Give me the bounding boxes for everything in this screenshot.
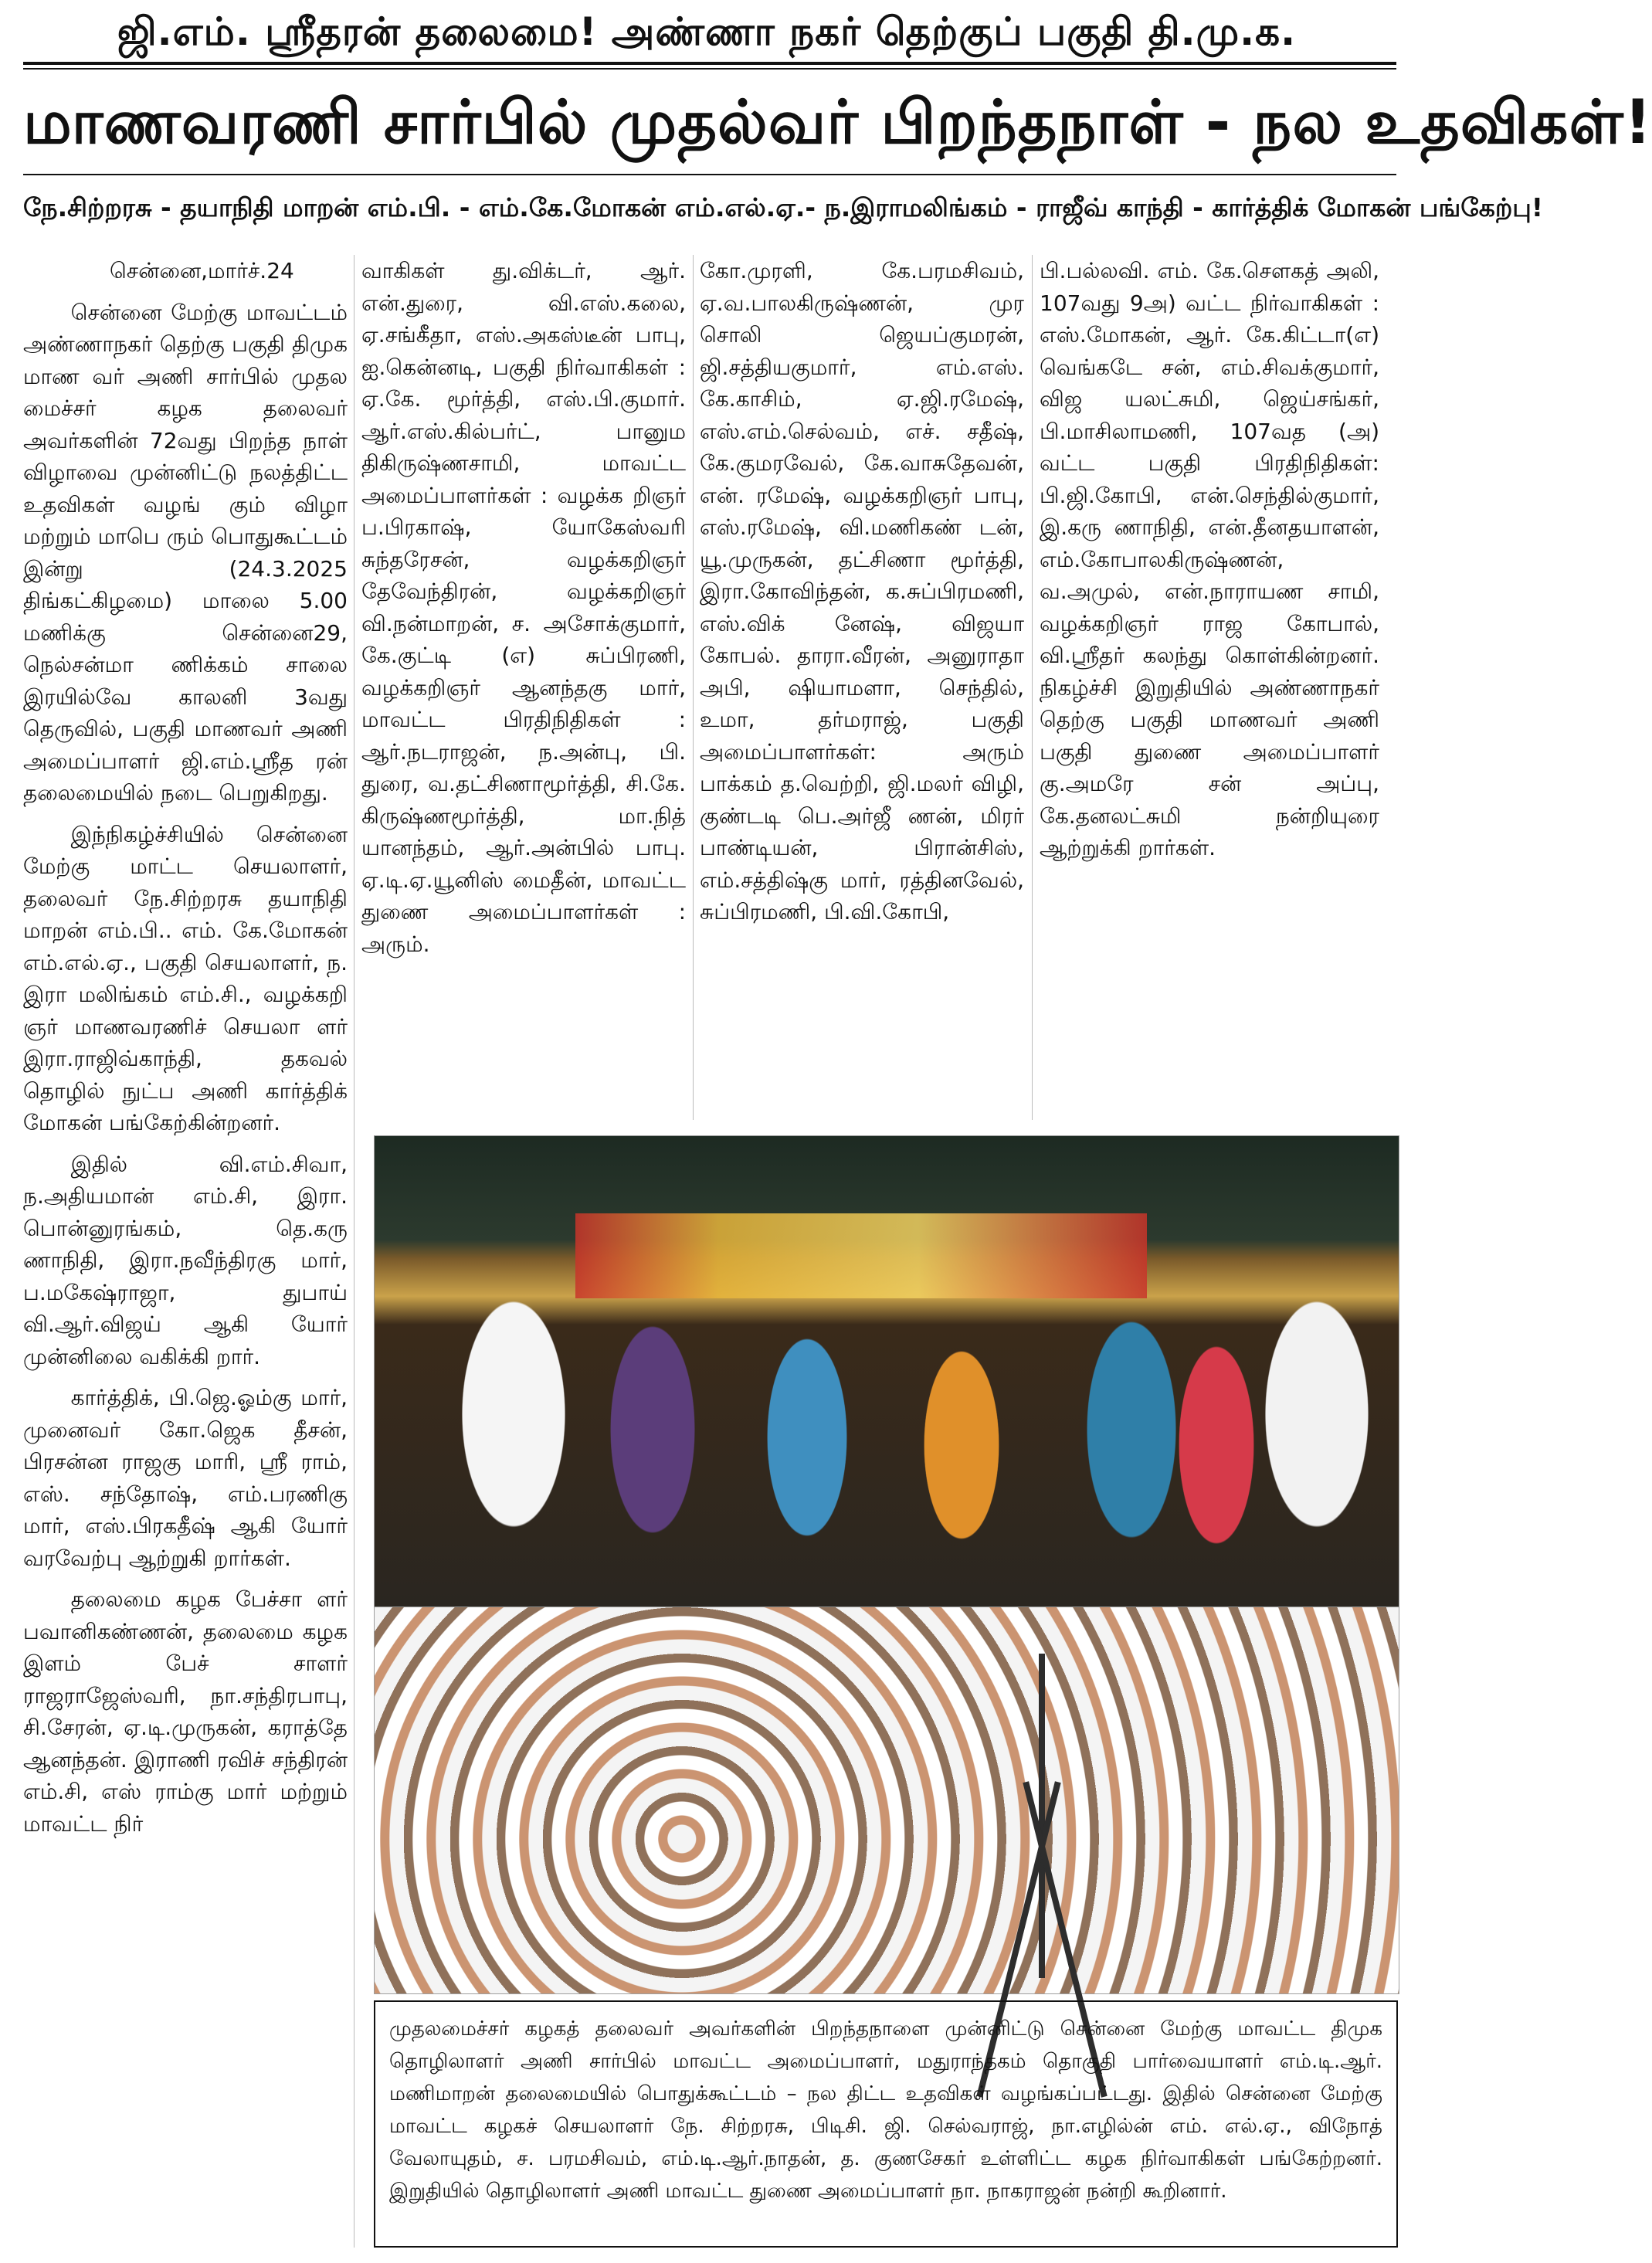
article-paragraph: இந்நிகழ்ச்சியில் சென்னை மேற்கு மாட்ட செயலாளர், தலைவர் நே.சிற்றரசு தயாநிதி மாறன் எம்.பி.. எம். கே.மோகன் எம்.எல்.ஏ., பகுதி செயலாளர், ந. இரா மலிங்கம் எம்.சி., வழக்கறி ஞர் மாணவரணிச் செயலா ளர் இரா.ராஜிவ்காந்தி, தகவல் தொழில் நுட்ப அணி கார்த்திக் மோகன் பங்கேற்கின்றனர். — [23, 821, 348, 1135]
deck-subheadline: நே.சிற்றரசு - தயாநிதி மாறன் எம்.பி. - எம்.கே.மோகன் எம்.எல்.ஏ.- ந.இராமலிங்கம் - ராஜீவ் காந்தி - கார்த்திக் மோகன் பங்கேற்பு! — [23, 192, 1543, 222]
column-divider — [1032, 255, 1033, 1120]
column-divider — [693, 255, 694, 1120]
main-headline: மாணவரணி சார்பில் முதல்வர் பிறந்தநாள் - நல உதவிகள்! — [23, 88, 1652, 158]
top-rule-thin — [23, 68, 1396, 70]
article-column-3 — [700, 255, 1024, 1120]
stage-banner — [575, 1213, 1147, 1298]
headline-rule — [23, 174, 1396, 175]
event-photo-stage — [374, 1135, 1399, 1608]
dateline: சென்னை,மார்ச்.24 — [110, 258, 294, 283]
article-paragraph: சென்னை மேற்கு மாவட்டம் அண்ணாநகர் தெற்கு பகுதி திமுக மாண வர் அணி சார்பில் முதல மைச்சர் கழக தலைவர் அவர்களின் 72வது பிறந்த நாள் விழாவை முன்னிட்டு நலத்திட்ட உதவிகள் வழங் கும் விழா மற்றும் மாபெ ரும் பொதுகூட்டம் இன்று (24.3.2025 திங்கட்கிழமை) மாலை 5.00 மணிக்கு சென்னை29, நெல்சன்மா ணிக்கம் சாலை இரயில்வே காலனி 3வது தெருவில், பகுதி மாணவர் அணி அமைப்பாளர் ஜி.எம்.ஸ்ரீத ரன் தலைமையில் நடை பெறுகிறது. — [23, 299, 348, 806]
top-rule — [23, 62, 1396, 65]
event-photo-audience — [374, 1606, 1399, 1994]
article-column-2 — [361, 255, 686, 1120]
article-paragraph: தலைமை கழக பேச்சா ளர் பவானிகண்ணன், தலைமை கழக இளம் பேச் சாளர் ராஜராஜேஸ்வரி, நா.சந்திரபாபு, சி.சேரன், ஏ.டி.முருகன், கராத்தே ஆனந்தன். இராணி ரவிச் சந்திரன் எம்.சி, எஸ் ராம்கு மார் மற்றும் மாவட்ட நிர் — [23, 1586, 348, 1837]
article-paragraph: கார்த்திக், பி.ஜெ.ஓம்கு மார், முனைவர் கோ.ஜெக தீசன், பிரசன்ன ராஜகு மாரி, ஸ்ரீ ராம், எஸ். சந்தோஷ், எம்.பரணிகு மார், எஸ்.பிரகதீஷ் ஆகி யோர் வரவேற்பு ஆற்றுகி றார்கள். — [23, 1385, 348, 1571]
article-paragraph: கோ.முரளி, கே.பரமசிவம், ஏ.வ.பாலகிருஷ்ணன், முர சொலி ஜெயப்குமரன், ஜி.சத்தியகுமார், எம்.எஸ். கே.காசிம், ஏ.ஜி.ரமேஷ், எஸ்.எம்.செல்வம், எச். சதீஷ், கே.குமரவேல், கே.வாசுதேவன், என். ரமேஷ், வழக்கறிஞர் பாபு, எஸ்.ரமேஷ், வி.மணிகண் டன், யூ.முருகன், தட்சிணா மூர்த்தி, இரா.கோவிந்தன், க.சுப்பிரமணி, எஸ்.விக் னேஷ், விஜயா கோபல். தாரா.வீரன், அனுராதா அபி, ஷியாமளா, செந்தில், உமா, தர்மராஜ், பகுதி அமைப்பாளர்கள்: அரும் பாக்கம் த.வெற்றி, ஜி.மலர் விழி, குண்டடி பெ.அர்ஜீ ணன், மிரர் பாண்டியன், பிரான்சிஸ், எம்.சத்திஷ்கு மார், ரத்தினவேல், சுப்பிரமணி, பி.வி.கோபி, — [700, 258, 1024, 925]
photo-caption: முதலமைச்சர் கழகத் தலைவர் அவர்களின் பிறந்தநாளை முன்னிட்டு சென்னை மேற்கு மாவட்ட திமுக தொழிலாளர் அணி சார்பில் மாவட்ட அமைப்பாளர், மதுராந்தகம் தொகுதி பார்வையாளர் எம்.டி.ஆர். மணிமாறன் தலைமையில் பொதுக்கூட்டம் – நல திட்ட உதவிகள் வழங்கப்பட்டது. இதில் சென்னை மேற்கு மாவட்ட கழகச் செயலாளர் நே. சிற்றரசு, பிடிசி. ஜி. செல்வராஜ், நா.எழில்ன் எம். எல்.ஏ., விநோத் வேலாயுதம், ச. பரமசிவம், எம்.டி.ஆர்.நாதன், த. குணசேகர் உள்ளிட்ட கழக நிர்வாகிகள் பங்கேற்றனர். இறுதியில் தொழிலாளர் அணி மாவட்ட துணை அமைப்பாளர் நா. நாகராஜன் நன்றி கூறினார். — [374, 2000, 1398, 2248]
article-column-1 — [23, 255, 348, 2248]
article-paragraph: பி.பல்லவி. எம். கே.சௌகத் அலி, 107வது 9அ) வட்ட நிர்வாகிகள் : எஸ்.மோகன், ஆர். கே.கிட்டா(எ) வெங்கடே சன், எம்.சிவக்குமார், விஜ யலட்சுமி, ஜெய்சங்கர், பி.மாசிலாமணி, 107வத (அ) வட்ட பகுதி பிரதிநிதிகள்: பி.ஜி.கோபி, என்.செந்தில்குமார், இ.கரு ணாநிதி, என்.தீனதயாளன், எம்.கோபாலகிருஷ்ணன், வ.அமுல், என்.நாராயண சாமி, வழக்கறிஞர் ராஜ கோபால், வி.ஸ்ரீதர் கலந்து கொள்கின்றனர். நிகழ்ச்சி இறுதியில் அண்ணாநகர் தெற்கு பகுதி மாணவர் அணி பகுதி துணை அமைப்பாளர் கு.அமரே சன் அப்பு, கே.தனலட்சுமி நன்றியுரை ஆற்றுக்கி றார்கள். — [1040, 258, 1379, 860]
camera-tripod — [1039, 1654, 1045, 1978]
kicker-headline: ஜி.எம். ஸ்ரீதரன் தலைமை! அண்ணா நகர் தெற்குப் பகுதி தி.மு.க. — [117, 9, 1297, 54]
article-column-4 — [1040, 255, 1379, 1120]
article-paragraph: வாகிகள் து.விக்டர், ஆர். என்.துரை, வி.எஸ்.கலை, ஏ.சங்கீதா, எஸ்.அகஸ்டீன் பாபு, ஐ.கென்னடி, பகுதி நிர்வாகிகள் : ஏ.கே. மூர்த்தி, எஸ்.பி.குமார். ஆர்.எஸ்.கில்பர்ட், பானும திகிருஷ்ணசாமி, மாவட்ட அமைப்பாளர்கள் : வழக்க றிஞர் ப.பிரகாஷ், யோகேஸ்வரி சுந்தரேசன், வழக்கறிஞர் தேவேந்திரன், வழக்கறிஞர் வி.நன்மாறன், ச. அசோக்குமார், கே.குட்டி (எ) சுப்பிரணி, வழக்கறிஞர் ஆனந்தகு மார், மாவட்ட பிரதிநிதிகள் : ஆர்.நடராஜன், ந.அன்பு, பி. துரை, வ.தட்சிணாமூர்த்தி, சி.கே. கிருஷ்ணமூர்த்தி, மா.நித் யானந்தம், ஆர்.அன்பில் பாபு. ஏ.டி.ஏ.யூனிஸ் மைதீன், மாவட்ட துணை அமைப்பாளர்கள் : அரும். — [361, 258, 686, 957]
article-paragraph: இதில் வி.எம்.சிவா, ந.அதியமான் எம்.சி, இரா. பொன்னுரங்கம், தெ.கரு ணாநிதி, இரா.நவீந்திரகு மார், ப.மகேஷ்ராஜா, துபாய் வி.ஆர்.விஜய் ஆகி யோர் முன்னிலை வகிக்கி றார். — [23, 1151, 348, 1369]
